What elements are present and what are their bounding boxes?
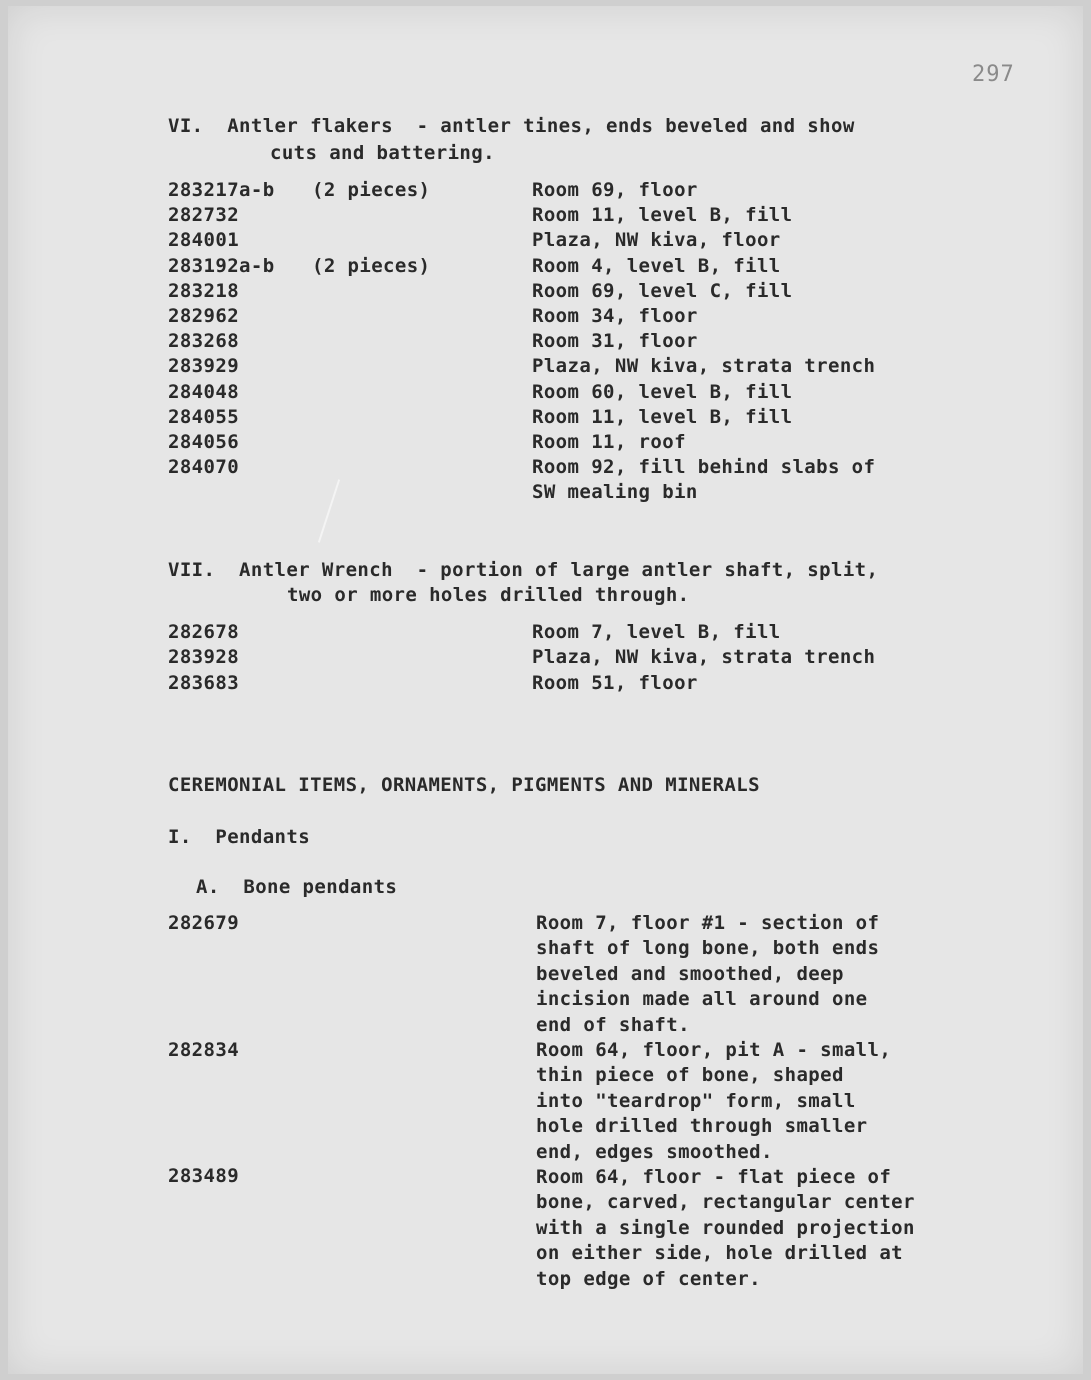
catalog-number: 284055 bbox=[168, 406, 240, 428]
list-item bbox=[0, 621, 1091, 646]
provenience: Room 69, level C, fill bbox=[532, 280, 793, 302]
provenience: Room 51, floor bbox=[532, 672, 698, 694]
catalog-number: 282679 bbox=[168, 912, 240, 934]
ceremonial-heading: CEREMONIAL ITEMS, ORNAMENTS, PIGMENTS AND MINERALS bbox=[168, 774, 760, 796]
pendants-heading: I. Pendants bbox=[168, 826, 311, 848]
catalog-number: 282834 bbox=[168, 1039, 240, 1061]
section-vi-heading: VI. Antler flakers - antler tines, ends beveled and show bbox=[168, 115, 855, 137]
item-description: Room 7, floor #1 - section of shaft of long bone, both ends beveled and smoothed, deep incision made all around one end of shaft. bbox=[536, 912, 880, 1036]
catalog-number: 284048 bbox=[168, 381, 240, 403]
catalog-number: 284001 bbox=[168, 229, 240, 251]
list-item bbox=[0, 355, 1091, 380]
provenience: Room 7, level B, fill bbox=[532, 621, 781, 643]
catalog-number: 283928 bbox=[168, 646, 240, 668]
list-item bbox=[0, 280, 1091, 305]
list-item bbox=[0, 406, 1091, 431]
catalog-number: 284070 bbox=[168, 456, 240, 478]
section-vii-heading-continued: two or more holes drilled through. bbox=[287, 584, 690, 606]
catalog-number: 283683 bbox=[168, 672, 240, 694]
catalog-number: 283218 bbox=[168, 280, 240, 302]
list-item-continuation bbox=[0, 481, 1091, 506]
catalog-number: 282962 bbox=[168, 305, 240, 327]
section-vi-heading-continued: cuts and battering. bbox=[270, 142, 495, 164]
catalog-number: 283489 bbox=[168, 1165, 240, 1187]
list-item bbox=[0, 204, 1091, 229]
piece-count: (2 pieces) bbox=[312, 255, 431, 277]
catalog-number: 283217a-b bbox=[168, 179, 275, 201]
catalog-number: 282732 bbox=[168, 204, 240, 226]
list-item bbox=[0, 646, 1091, 671]
catalog-number: 284056 bbox=[168, 431, 240, 453]
provenience: Room 11, level B, fill bbox=[532, 204, 793, 226]
provenience: Room 4, level B, fill bbox=[532, 255, 781, 277]
provenience: Room 34, floor bbox=[532, 305, 698, 327]
provenience: Room 60, level B, fill bbox=[532, 381, 793, 403]
provenience: Plaza, NW kiva, floor bbox=[532, 229, 781, 251]
list-item bbox=[0, 305, 1091, 330]
list-item bbox=[0, 672, 1091, 697]
section-vii-heading: VII. Antler Wrench - portion of large antler shaft, split, bbox=[168, 559, 879, 581]
provenience: Room 11, roof bbox=[532, 431, 686, 453]
piece-count: (2 pieces) bbox=[312, 179, 431, 201]
list-item bbox=[0, 431, 1091, 456]
catalog-number: 283268 bbox=[168, 330, 240, 352]
list-item bbox=[0, 330, 1091, 355]
list-item bbox=[0, 381, 1091, 406]
catalog-number: 283929 bbox=[168, 355, 240, 377]
item-description: Room 64, floor - flat piece of bone, carved, rectangular center with a single rounded projection on either side, hole drilled at top edge of center. bbox=[536, 1166, 915, 1290]
catalog-number: 282678 bbox=[168, 621, 240, 643]
provenience-continued: SW mealing bin bbox=[532, 481, 698, 503]
provenience: Room 31, floor bbox=[532, 330, 698, 352]
provenience: Room 92, fill behind slabs of bbox=[532, 456, 876, 478]
list-item bbox=[0, 229, 1091, 254]
list-item bbox=[0, 179, 1091, 204]
page-number: 297 bbox=[972, 62, 1015, 87]
provenience: Room 69, floor bbox=[532, 179, 698, 201]
provenience: Plaza, NW kiva, strata trench bbox=[532, 646, 876, 668]
provenience: Room 11, level B, fill bbox=[532, 406, 793, 428]
catalog-number: 283192a-b bbox=[168, 255, 275, 277]
item-description: Room 64, floor, pit A - small, thin piece of bone, shaped into "teardrop" form, small hole drilled through smaller end, edges smoothed. bbox=[536, 1039, 892, 1163]
list-item bbox=[0, 456, 1091, 481]
bone-pendants-heading: A. Bone pendants bbox=[196, 876, 398, 898]
provenience: Plaza, NW kiva, strata trench bbox=[532, 355, 876, 377]
list-item bbox=[0, 255, 1091, 280]
